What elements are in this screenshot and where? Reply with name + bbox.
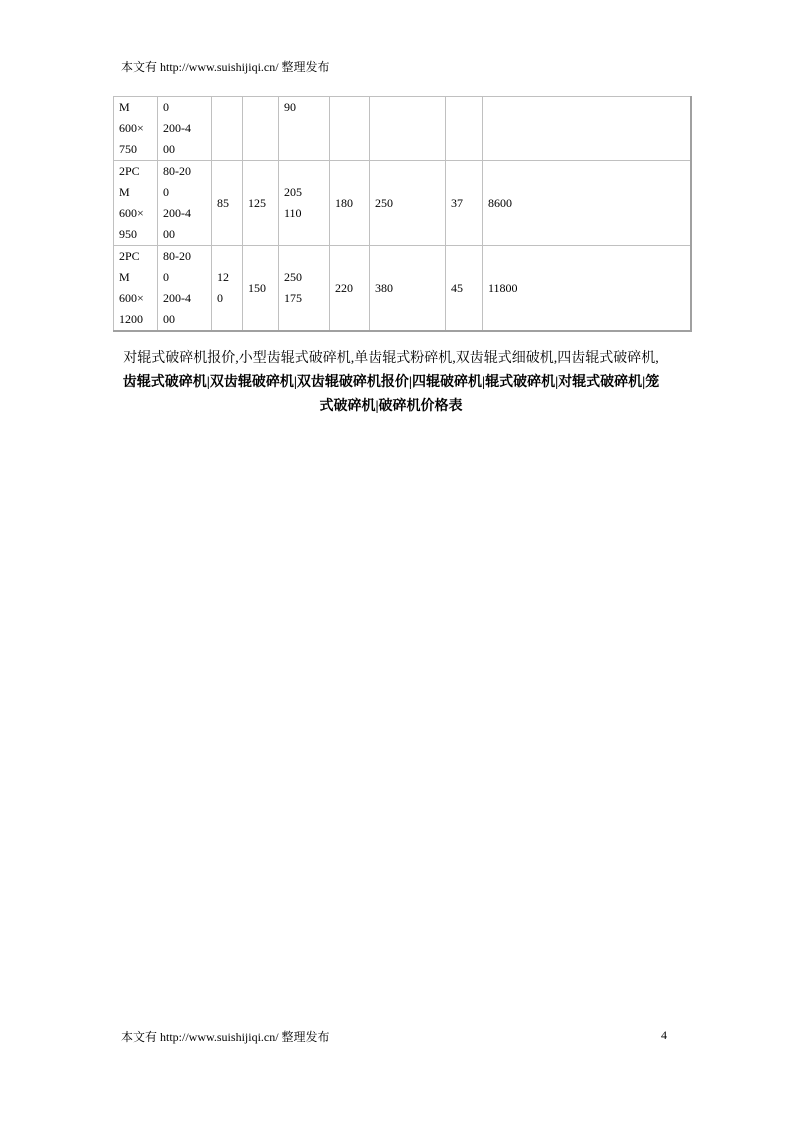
cell-line: 0: [217, 291, 223, 305]
table-cell-c8: 45: [446, 246, 483, 332]
table-cell-feed: [158, 246, 212, 332]
cell-line: 110: [284, 206, 302, 220]
related-keywords: [121, 347, 661, 419]
table-row: [114, 246, 691, 332]
cell-line: 12: [217, 270, 229, 284]
cell-line: 0: [163, 100, 169, 114]
cell-line: 00: [163, 227, 175, 241]
cell-line: M: [119, 185, 130, 199]
page-footer: 本文有 http://www.suishijiqi.cn/ 整理发布: [121, 1030, 330, 1044]
table-cell-c7: [370, 97, 446, 161]
cell-line: 200-4: [163, 291, 191, 305]
cell-line: 2PC: [119, 249, 140, 263]
table-cell-c6: 180: [330, 161, 370, 246]
cell-line: 950: [119, 227, 137, 241]
table-row: [114, 161, 691, 246]
table-cell-c4: [243, 246, 279, 332]
table-cell-model: [114, 97, 158, 161]
cell-line: M: [119, 100, 130, 114]
cell-line: 00: [163, 142, 175, 156]
table-cell-c8: [446, 97, 483, 161]
page-number: 4: [661, 1028, 667, 1042]
cell-line: 80-20: [163, 249, 191, 263]
table-cell-c4: [243, 97, 279, 161]
table-cell-c3: [212, 246, 243, 332]
cell-line: 85: [217, 195, 229, 210]
table-cell-c3: [212, 97, 243, 161]
table-cell-c5: [279, 161, 330, 246]
table-row: [114, 97, 691, 161]
table-cell-model: [114, 161, 158, 246]
table-cell-c8: 37: [446, 161, 483, 246]
cell-line: 2PC: [119, 164, 140, 178]
table-cell-c7: 380: [370, 246, 446, 332]
cell-line: 600×: [119, 206, 144, 220]
cell-line: 175: [284, 291, 302, 305]
table-cell-c3: [212, 161, 243, 246]
table-cell-c5: [279, 246, 330, 332]
cell-line: 600×: [119, 121, 144, 135]
table-cell-feed: [158, 161, 212, 246]
table-cell-c6: 220: [330, 246, 370, 332]
keywords-bold-links[interactable]: 齿辊式破碎机|双齿辊破碎机|双齿辊破碎机报价|四辊破碎机|辊式破碎机|对辊式破碎机|笼式破碎机|破碎机价格表: [122, 375, 660, 414]
cell-line: 200-4: [163, 206, 191, 220]
cell-line: 1200: [119, 312, 143, 326]
page-header: 本文有 http://www.suishijiqi.cn/ 整理发布: [121, 60, 330, 74]
cell-line: M: [119, 270, 130, 284]
cell-line: 125: [248, 195, 266, 210]
table-cell-c6: [330, 97, 370, 161]
cell-line: 200-4: [163, 121, 191, 135]
keywords-plain: 对辊式破碎机报价,小型齿辊式破碎机,单齿辊式粉碎机,双齿辊式细破机,四齿辊式破碎机,: [123, 351, 659, 366]
spec-table: [113, 96, 692, 332]
table-cell-c9: [483, 97, 691, 161]
cell-line: 600×: [119, 291, 144, 305]
table-cell-c9: 8600: [483, 161, 691, 246]
cell-line: 0: [163, 270, 169, 284]
cell-line: 80-20: [163, 164, 191, 178]
table-cell-c4: [243, 161, 279, 246]
cell-line: 250: [284, 270, 302, 284]
cell-line: 90: [284, 100, 296, 114]
table-cell-model: [114, 246, 158, 332]
cell-line: 0: [163, 185, 169, 199]
cell-line: 150: [248, 280, 266, 295]
cell-line: 205: [284, 185, 302, 199]
table-cell-feed: [158, 97, 212, 161]
table-cell-c5: [279, 97, 330, 161]
cell-line: 00: [163, 312, 175, 326]
cell-line: 750: [119, 142, 137, 156]
table-cell-c7: 250: [370, 161, 446, 246]
table-cell-c9: 11800: [483, 246, 691, 332]
